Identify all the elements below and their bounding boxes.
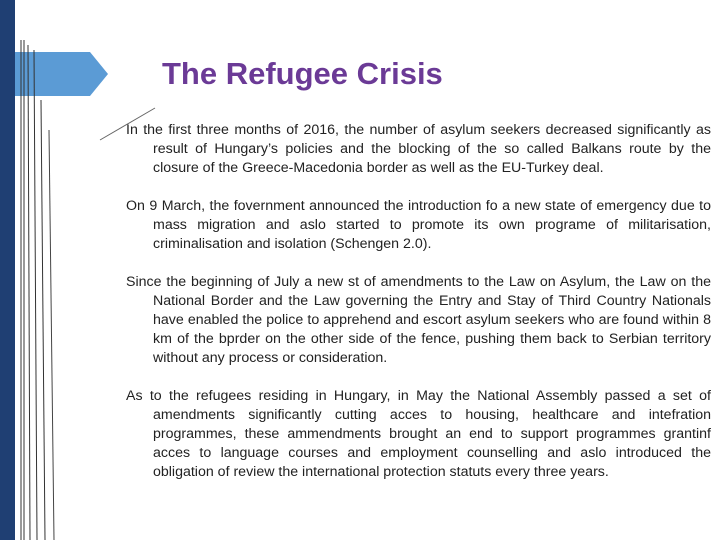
deco-line bbox=[28, 45, 30, 540]
deco-line bbox=[34, 50, 37, 540]
slide-title: The Refugee Crisis bbox=[162, 56, 443, 91]
paragraph: Since the beginning of July a new st of amendments to the Law on Asylum, the Law on the National Border and the Law governing the Entry and Stay of Third Country Nationals have enabled the police to apprehend and escort asylum seekers who are found within 8 km of the bprder on the other side of the fence, pushing them back to Serbian territory without any process or consideration. bbox=[126, 274, 711, 366]
deco-line bbox=[41, 100, 45, 540]
paragraph: On 9 March, the fovernment announced the introduction fo a new state of emergency due to mass migration and aslo started to promote its own programe of militarisation, criminalisation and isolation (Schengen 2.0). bbox=[126, 198, 711, 252]
paragraph: As to the refugees residing in Hungary, in May the National Assembly passed a set of amendments significantly cutting acces to housing, healthcare and intefration programmes, these ammendments brought an end to support programmes grantinf acces to language courses and employment counselling and aslo introduced the obligation of review the international protection statuts every three years. bbox=[126, 388, 711, 480]
arrow-banner-shape bbox=[15, 52, 108, 96]
slide-body bbox=[126, 121, 711, 501]
paragraph: In the first three months of 2016, the number of asylum seekers decreased significantly as result of Hungary’s policies and the blocking of the so called Balkans route by the closure of the Greece-Macedonia border as well as the EU-Turkey deal. bbox=[126, 122, 711, 176]
deco-line bbox=[49, 130, 54, 540]
